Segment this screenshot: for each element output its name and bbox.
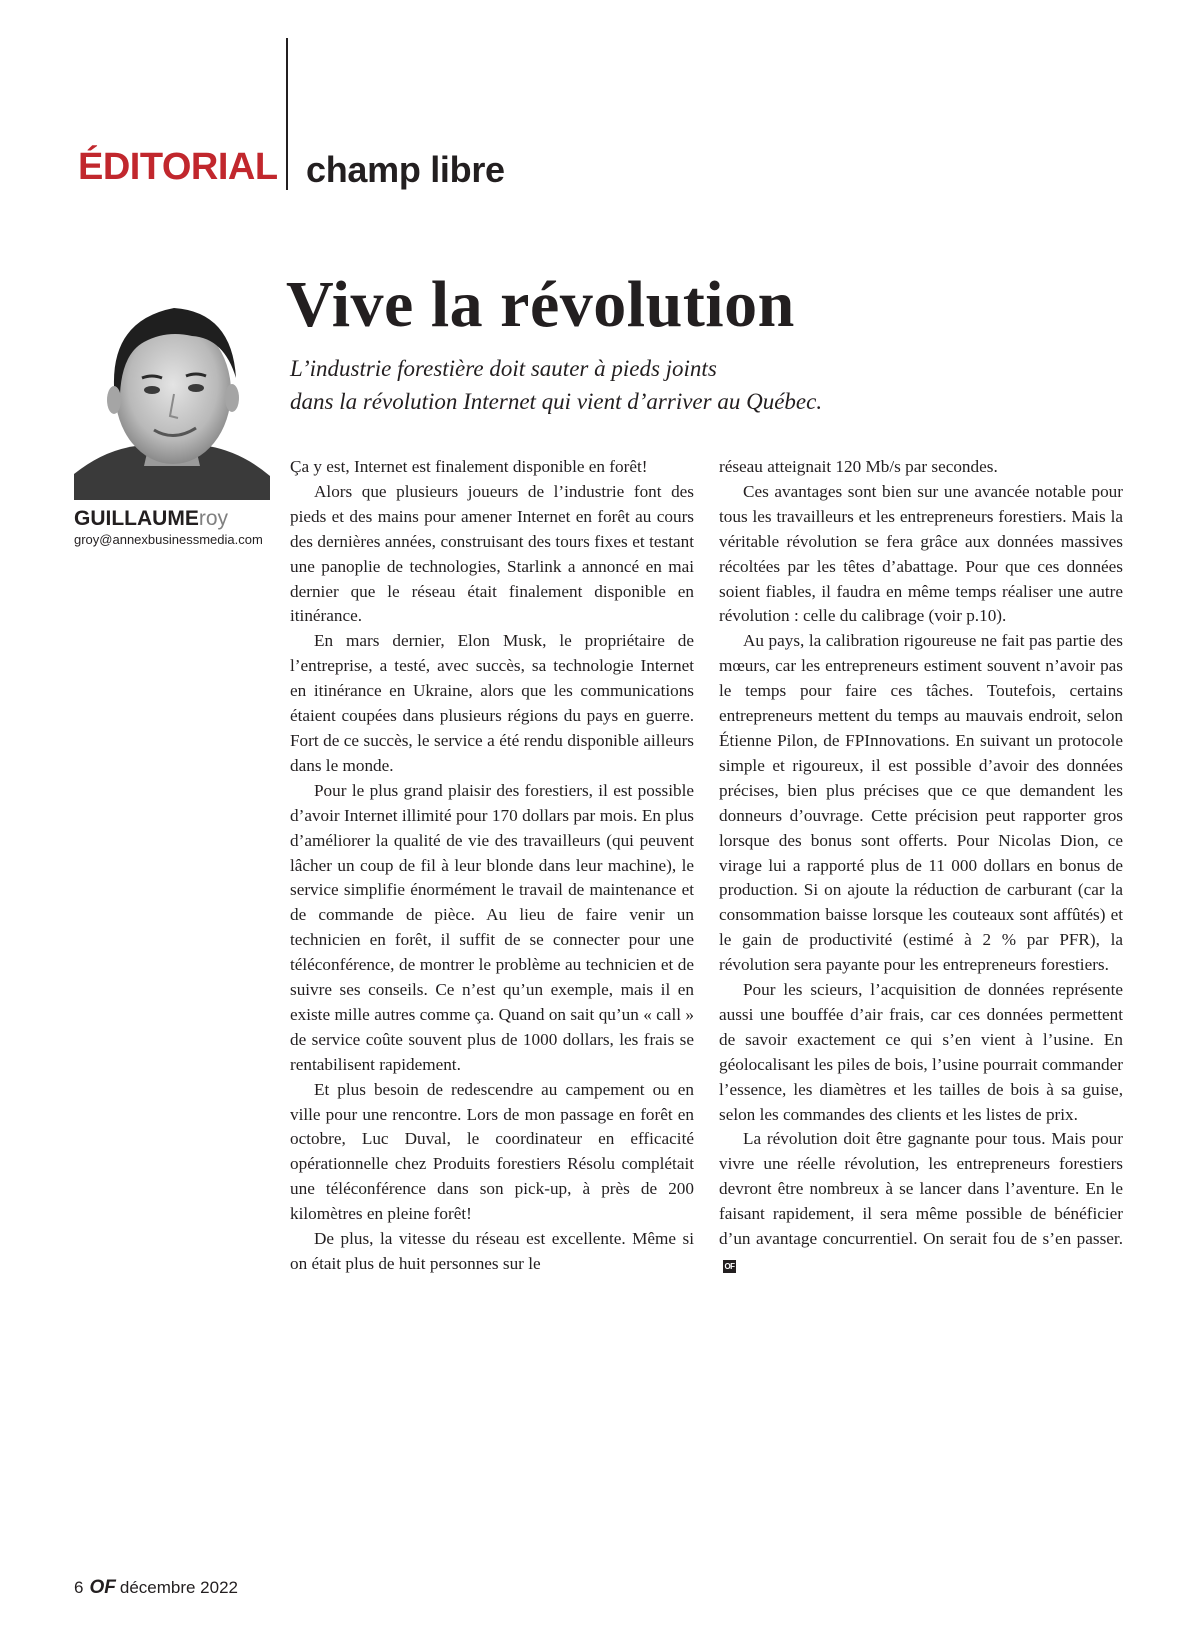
body-paragraph: Pour les scieurs, l’acquisition de données représente aussi une bouffée d’air frais, car ces données permettent de savoir exactement ce qui s’en vient à l’usine. En géolocalisant les piles de bois, l’usine pourrait commander l’essence, les diamètres et les tailles de bois à sa guise, selon les commandes des clients et les listes de prix. xyxy=(719,980,1123,1124)
article-title: Vive la révolution xyxy=(286,268,795,341)
header-divider xyxy=(286,38,288,190)
magazine-name: OF xyxy=(89,1577,116,1598)
body-paragraph: En mars dernier, Elon Musk, le propriétaire de l’entreprise, a testé, avec succès, sa technologie Internet en itinérance en Ukraine, alors que les communications étaient coupées dans plusieurs régions du pays en guerre. Fort de ce succès, le service a été rendu disponible ailleurs dans le monde. xyxy=(290,631,694,775)
page-number: 6 xyxy=(74,1578,84,1597)
body-paragraph: Ces avantages sont bien sur une avancée notable pour tous les travailleurs et les entrepreneurs forestiers. Mais la véritable révolution se fera grâce aux données massives récoltées par les têtes d’abattage. Pour que ces données soient fiables, il faudra en même temps réaliser une autre révolution : celle du calibrage (voir p.10). xyxy=(719,481,1123,626)
article-column-right xyxy=(719,455,1123,1277)
author-last-name: roy xyxy=(198,507,229,530)
body-paragraph: réseau atteignait 120 Mb/s par secondes. xyxy=(719,457,998,476)
author-byline xyxy=(74,508,228,529)
deck-line: L’industrie forestière doit sauter à pieds joints xyxy=(290,356,717,381)
body-paragraph: Ça y est, Internet est finalement disponible en forêt! xyxy=(290,457,648,476)
page-footer xyxy=(74,1578,238,1597)
body-paragraph: Alors que plusieurs joueurs de l’industrie font des pieds et des mains pour amener Internet en forêt au cours des dernières années, construisant des tours fixes et testant une panoplie de technologies, Starlink a annoncé en mai dernier que le réseau était finalement disponible en itinérance. xyxy=(290,481,694,626)
article-deck xyxy=(290,352,822,418)
author-email: groy@annexbusinessmedia.com xyxy=(74,532,263,547)
author-photo xyxy=(74,290,270,500)
body-paragraph: De plus, la vitesse du réseau est excellente. Même si on était plus de huit personnes sur le xyxy=(290,1229,694,1273)
article-column-left xyxy=(290,455,694,1277)
section-label: ÉDITORIAL xyxy=(78,146,278,188)
body-paragraph-text: La révolution doit être gagnante pour tous. Mais pour vivre une réelle révolution, les entrepreneurs forestiers devront être nombreux à se lancer dans l’aventure. En le faisant rapidement, il sera même possible de bénéficier d’un avantage concurrentiel. On serait fou de s’en passer. xyxy=(719,1129,1123,1249)
body-paragraph-last xyxy=(719,1127,1123,1276)
body-paragraph: Et plus besoin de redescendre au campement ou en ville pour une rencontre. Lors de mon passage en forêt en octobre, Luc Duval, le coordinateur en efficacité opérationnelle chez Produits forestiers Résolu complétait une téléconférence dans son pick-up, à près de 200 kilomètres en pleine forêt! xyxy=(290,1079,694,1224)
issue-date: décembre 2022 xyxy=(119,1578,238,1597)
deck-line: dans la révolution Internet qui vient d’arriver au Québec. xyxy=(290,389,823,414)
author-first-name: GUILLAUME xyxy=(74,507,199,530)
column-name: champ libre xyxy=(306,149,505,190)
end-mark-icon: OF xyxy=(724,1262,735,1271)
body-paragraph: Au pays, la calibration rigoureuse ne fait pas partie des mœurs, car les entrepreneurs estiment souvent n’avoir pas le temps pour faire ces tâches. Toutefois, certains entrepreneurs mettent du temps au mauvais endroit, selon Étienne Pilon, de FPInnovations. En suivant un protocole simple et rigoureux, il est possible d’avoir des données précises, bien plus précises que ce que demandent les donneurs d’ouvrage. Cette précision peut rapporter gros lorsque des bonus sont offerts. Pour Nicolas Dion, ce virage lui a rapporté plus de 11 000 dollars en bonus de production. Si on ajoute la réduction de carburant (car la consommation baisse lorsque les couteaux sont affûtés) et le gain de productivité (estimé à 2 % par PFR), la révolution sera payante pour les entrepreneurs forestiers. xyxy=(719,631,1123,975)
body-paragraph: Pour le plus grand plaisir des forestiers, il est possible d’avoir Internet illimité pour 170 dollars par mois. En plus d’améliorer la qualité de vie des travailleurs (qui peuvent lâcher un coup de fil à leur blonde dans leur machine), le service simplifie énormément le travail de maintenance et de commande de pièce. Au lieu de faire venir un technicien en forêt, il suffit de se connecter pour une téléconférence, de montrer le problème au technicien et de suivre ses conseils. Ce n’est qu’un exemple, mais il en existe mille autres comme ça. Quand on sait qu’un « call » de service coûte souvent plus de 1000 dollars, les frais se rentabilisent rapidement. xyxy=(290,780,694,1074)
